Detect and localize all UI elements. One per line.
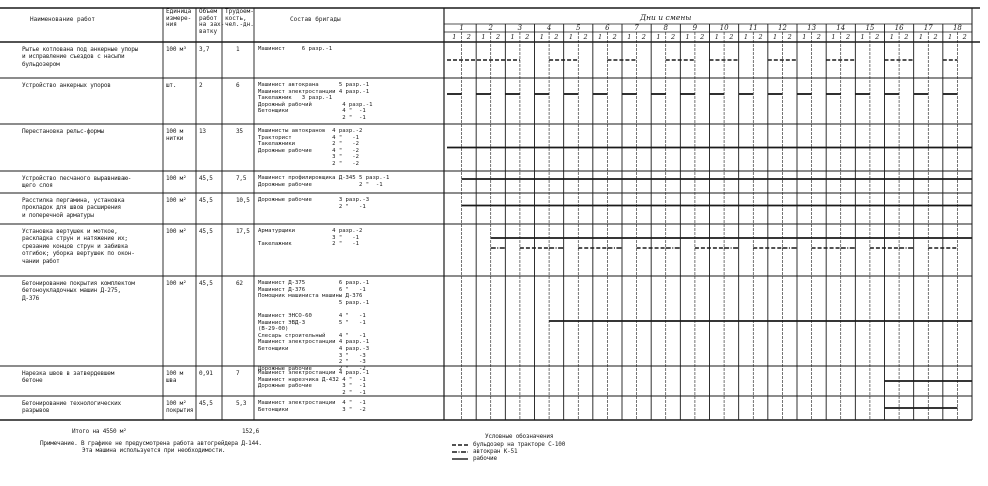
day-label: 17 xyxy=(923,24,933,32)
shift-label: 1 xyxy=(510,33,515,41)
day-label: 8 xyxy=(663,24,668,32)
row-labor: 1 xyxy=(236,46,240,53)
row-labor: 17,5 xyxy=(236,228,250,235)
day-label: 4 xyxy=(546,24,552,32)
day-label: 10 xyxy=(719,24,729,32)
shift-label: 2 xyxy=(670,33,676,41)
shift-label: 2 xyxy=(583,33,588,41)
legend-label: автокран К-51 xyxy=(473,448,518,455)
shift-label: 1 xyxy=(481,33,486,41)
day-label: 16 xyxy=(894,24,904,32)
row-work-name: Бетонирование технологических разрывов xyxy=(22,400,121,415)
row-work-name: Рытье котлована под анкерные упоры и исправление съездов с насыпи бульдозером xyxy=(22,46,139,68)
shift-label: 1 xyxy=(539,33,544,41)
shift-label: 1 xyxy=(860,33,865,41)
row-crew: Машинист профилировщика Д-345 5 разр.-1 Дорожные рабочие 2 " -1 xyxy=(258,175,390,188)
shift-label: 1 xyxy=(656,33,661,41)
header-crew: Состав бригады xyxy=(290,16,341,23)
shift-label: 1 xyxy=(802,33,807,41)
row-labor: 35 xyxy=(236,128,243,135)
shift-label: 2 xyxy=(641,33,646,41)
row-crew: Арматурщики 4 разр.-2 3 " -1 Такелажник 2 " -1 xyxy=(258,228,363,248)
legend-label: рабочие xyxy=(473,455,497,462)
row-unit: 100 м шва xyxy=(166,370,184,385)
shift-label: 1 xyxy=(918,33,924,41)
day-label: 13 xyxy=(807,24,817,32)
day-label: 5 xyxy=(576,24,581,32)
shift-label: 1 xyxy=(598,33,603,41)
shift-label: 2 xyxy=(466,33,471,41)
shift-label: 1 xyxy=(685,33,690,41)
row-work-name: Устройство песчаного выравниваю- щего слоя xyxy=(22,175,132,190)
row-labor: 5,3 xyxy=(236,400,247,407)
day-label: 9 xyxy=(692,24,698,32)
row-volume: 45,5 xyxy=(199,197,213,204)
row-unit: шт. xyxy=(166,82,177,89)
row-work-name: Нарезка швов в затвердевшем бетоне xyxy=(22,370,115,385)
header-days-shifts: Дни и смены xyxy=(640,13,692,22)
row-volume: 45,5 xyxy=(199,175,213,182)
row-labor: 7 xyxy=(236,370,240,377)
row-volume: 2 xyxy=(199,82,203,89)
day-label: 3 xyxy=(517,24,523,32)
shift-label: 1 xyxy=(452,33,457,41)
shift-label: 1 xyxy=(773,33,778,41)
row-work-name: Бетонирование покрытия комплектом бетоноукладочных машин Д-275, Д-376 xyxy=(22,280,135,302)
header-labor: Трудоем- кость, чел.-дн. xyxy=(225,8,254,28)
day-label: 6 xyxy=(605,24,610,32)
day-label: 15 xyxy=(865,24,875,32)
shift-label: 1 xyxy=(714,33,719,41)
shift-label: 2 xyxy=(845,33,851,41)
day-label: 7 xyxy=(634,24,639,32)
shift-label: 2 xyxy=(933,33,938,41)
row-crew: Машинисты автокранов 4 разр.-2 Тракторист 4 " -1 Такелажники 2 " -2 Дорожные рабочие 4 " -2 3 " -2 2 " -2 xyxy=(258,128,363,167)
row-crew: Машинист Д-375 6 разр.-1 Машинист Д-376 6 " -1 Помощник машиниста машины Д-376 5 разр.-1 Машинист ЭНСО-60 4 " -1 Машинист ЭВД-3 5 " -1 (В-29-00) Слесарь строительный 4 " -1 Машинист электростанции 4 разр.-1 Бетонщики 4 разр.-3 3 " -3 2 " -3 Дорожные рабочие 2 " -2 xyxy=(258,280,370,372)
shift-label: 2 xyxy=(495,33,501,41)
row-labor: 10,5 xyxy=(236,197,250,204)
row-unit: 100 м³ xyxy=(166,46,187,53)
shift-label: 2 xyxy=(700,33,705,41)
day-label: 1 xyxy=(459,24,464,32)
shift-label: 2 xyxy=(816,33,821,41)
row-labor: 62 xyxy=(236,280,243,287)
row-volume: 3,7 xyxy=(199,46,210,53)
legend-label: бульдозер на тракторе С-100 xyxy=(473,441,566,448)
shift-label: 2 xyxy=(525,33,530,41)
header-work-name: Наименование работ xyxy=(30,16,96,23)
shift-label: 1 xyxy=(889,33,894,41)
row-crew: Дорожные рабочие 3 разр.-3 2 " -1 xyxy=(258,197,370,210)
row-unit: 100 м нитки xyxy=(166,128,184,143)
shift-label: 2 xyxy=(904,33,909,41)
total-value: 152,6 xyxy=(242,428,260,435)
shift-label: 1 xyxy=(948,33,953,41)
shift-label: 1 xyxy=(743,33,749,41)
shift-label: 2 xyxy=(554,33,559,41)
shift-label: 2 xyxy=(729,33,734,41)
day-label: 11 xyxy=(748,24,758,32)
header-volume: Объем работ на зах- ватку xyxy=(199,8,225,35)
row-unit: 100 м² xyxy=(166,175,187,182)
day-label: 14 xyxy=(836,24,846,32)
day-label: 18 xyxy=(952,24,962,32)
row-volume: 45,5 xyxy=(199,280,213,287)
legend-title: Условные обозначения xyxy=(485,433,554,440)
row-volume: 0,91 xyxy=(199,370,213,377)
row-unit: 100 м² xyxy=(166,228,187,235)
row-volume: 13 xyxy=(199,128,206,135)
row-labor: 6 xyxy=(236,82,240,89)
shift-label: 1 xyxy=(831,33,836,41)
row-unit: 100 м² покрытия xyxy=(166,400,194,415)
note-line-1: Примечание. В графике не предусмотрена работа автогрейдера Д-144. xyxy=(40,440,262,447)
shift-label: 2 xyxy=(787,33,792,41)
row-volume: 45,5 xyxy=(199,228,213,235)
row-crew: Машинист 6 разр.-1 xyxy=(258,46,333,52)
row-unit: 100 м² xyxy=(166,197,187,204)
row-crew: Машинист автокрана 5 разр.-1 Машинист электростанции 4 разр.-1 Такелажник 3 разр.-1 Дорожный рабочий 4 разр.-1 Бетонщики 4 " -1 2 " -1 xyxy=(258,82,373,121)
row-work-name: Расстилка пергамина, установка прокладок для швов расширения и поперечной арматуры xyxy=(22,197,125,219)
row-crew: Машинист электростанции 4 " -1 Бетонщики 3 " -2 xyxy=(258,400,366,413)
note-line-2: Эта машина используется при необходимости. xyxy=(82,447,226,454)
shift-label: 2 xyxy=(612,33,617,41)
row-labor: 7,5 xyxy=(236,175,247,182)
row-work-name: Перестановка рельс-формы xyxy=(22,128,104,135)
row-work-name: Устройство анкерных упоров xyxy=(22,82,111,89)
row-work-name: Установка вертушек и моткое, раскладка струн и натяжение их; срезание концов струн и забивка отгибок; уборка вертушек по окон- чании работ xyxy=(22,228,135,265)
shift-label: 2 xyxy=(875,33,880,41)
row-crew: Машинист электростанции 4 разр.-1 Машинист нарезчика Д-432 4 " -1 Дорожные рабочие 3 " -1 2 " -1 xyxy=(258,370,370,396)
header-unit: Единица измере- ния xyxy=(166,8,192,28)
row-unit: 100 м² xyxy=(166,280,187,287)
row-volume: 45,5 xyxy=(199,400,213,407)
shift-label: 2 xyxy=(758,33,763,41)
shift-label: 1 xyxy=(627,33,632,41)
shift-label: 2 xyxy=(962,33,967,41)
day-label: 2 xyxy=(488,24,493,32)
day-label: 12 xyxy=(777,24,787,32)
shift-label: 1 xyxy=(568,33,574,41)
total-label: Итого на 4550 м² xyxy=(72,428,127,435)
